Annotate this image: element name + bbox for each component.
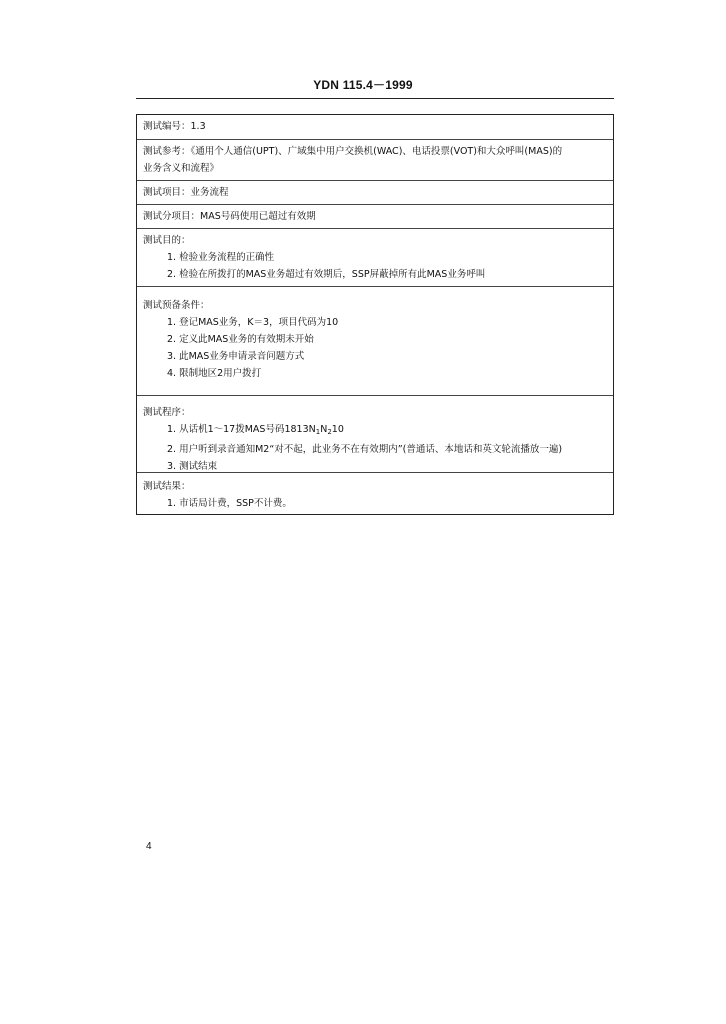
test-preconditions-row (137, 286, 613, 395)
reference-line-1: 测试参考：《通用个人通信(UPT)、广域集中用户交换机(WAC)、电话投票(VOT)和大众呼叫(MAS)的 (143, 146, 563, 157)
precondition-item-1: 1. 登记MAS业务，K＝3，项目代码为10 (167, 317, 339, 328)
procedure-item-3: 3. 测试结束 (167, 461, 218, 472)
preconditions-label: 测试预备条件： (143, 300, 210, 311)
purpose-label: 测试目的： (143, 235, 191, 246)
test-spec-table (136, 114, 614, 515)
procedure-item-2: 2. 用户听到录音通知M2“对不起，此业务不在有效期内”(普通话、本地话和英文轮流播放一遍) (167, 444, 563, 455)
procedure-item-1 (143, 421, 607, 441)
test-subproject: 测试分项目：MAS号码使用已超过有效期 (143, 211, 316, 222)
header-rule (136, 98, 614, 99)
test-id: 测试编号：1.3 (143, 121, 206, 132)
page-number: 4 (146, 841, 152, 852)
precondition-item-2: 2. 定义此MAS业务的有效期未开始 (167, 334, 314, 345)
purpose-item-2: 2. 检验在所拨打的MAS业务超过有效期后，SSP屏蔽掉所有此MAS业务呼叫 (167, 269, 486, 280)
test-project-row (137, 180, 613, 204)
result-item-1: 1. 市话局计费，SSP不计费。 (167, 498, 292, 509)
test-result-row (137, 472, 613, 514)
purpose-item-1: 1. 检验业务流程的正确性 (167, 252, 275, 263)
test-procedure-row (137, 395, 613, 472)
procedure-item-1-suffix: 10 (331, 424, 344, 435)
reference-line-2: 业务含义和流程》 (143, 163, 220, 174)
procedure-item-1-sub2: 2 (327, 428, 332, 436)
test-purpose-row (137, 228, 613, 286)
test-id-row (137, 115, 613, 139)
test-project: 测试项目：业务流程 (143, 187, 229, 198)
procedure-item-1-mid: N (320, 424, 328, 435)
precondition-item-4: 4. 限制地区2用户拨打 (167, 368, 262, 379)
procedure-item-1-prefix: 1. 从话机1～17拨MAS号码1813N (167, 424, 316, 435)
procedure-item-1-sub1: 1 (315, 428, 321, 436)
precondition-item-3: 3. 此MAS业务申请录音问题方式 (167, 351, 305, 362)
test-reference-row (137, 139, 613, 180)
running-header: YDN 115.4－1999 (313, 78, 413, 92)
test-subproject-row (137, 204, 613, 228)
procedure-label: 测试程序： (143, 407, 191, 418)
result-label: 测试结果： (143, 481, 191, 492)
